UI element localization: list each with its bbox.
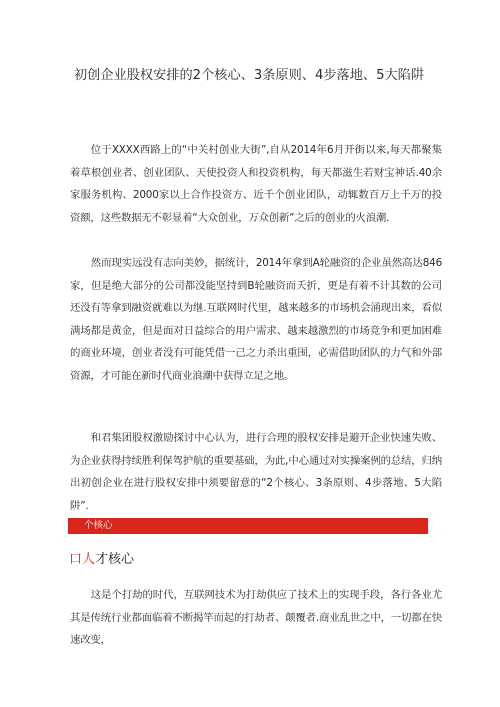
document-title: 初创企业股权安排的2个核心、3条原则、4步落地、5大陷阱 bbox=[74, 68, 425, 83]
section-subheading bbox=[69, 551, 134, 569]
paragraph-era: 这是个打劫的时代，互联网技术为打劫供应了技术上的实现手段，各行各业尤其是传统行业都面临着不断揭竿而起的打劫者、颠覆者.商业乱世之中，一切都在快速改变， bbox=[70, 589, 442, 646]
paragraph-hejun: 和君集团股权激励探讨中心认为，进行合理的股权安排是避开企业快速失败、为企业获得持续胜利保驾护航的重要基础，为此,中心通过对实操案例的总结，归纳出初创企业在进行股权安排中须要留意的“2个核心、3条原则、4步落地、5大陷阱”. bbox=[70, 432, 442, 512]
paragraph-intro: 位于XXXX西路上的“中关村创业大街”,自从2014年6月开街以来,每天都聚集着草根创业者、创业团队、天使投资人和投资机构，每天都滋生若财宝神话.40余家服务机构、2000家以上合作投资方、近千个创业团队，动辄数百万上千万的投资额，这些数据无不彰显着“大众创业，万众创新”之后的创业的火浪潮. bbox=[70, 144, 442, 224]
section-header-label: 个核心 bbox=[84, 520, 113, 531]
paragraph-reality: 然而现实远没有志向美妙，据统计，2014年拿到A轮融资的企业虽然高达846家，但是绝大部分的公司都没能坚持到B轮融资而夭折，更是有着不计其数的公司还没有等拿到融资就难以为继.互联网时代里，越来越多的市场机会涌现出来，看似满场都是黄金，但是面对日益综合的用户需求、越来越激烈的市场竞争和更加困难的商业环境，创业者没有可能凭借一己之力杀出重围，必需借助团队的力气和外部资源，才可能在新时代商业浪潮中获得立足之地。 bbox=[70, 257, 442, 382]
section-header-bar bbox=[68, 518, 428, 534]
subheading-rest: 才核心 bbox=[95, 552, 135, 567]
subheading-red-part: 口人 bbox=[69, 552, 96, 567]
